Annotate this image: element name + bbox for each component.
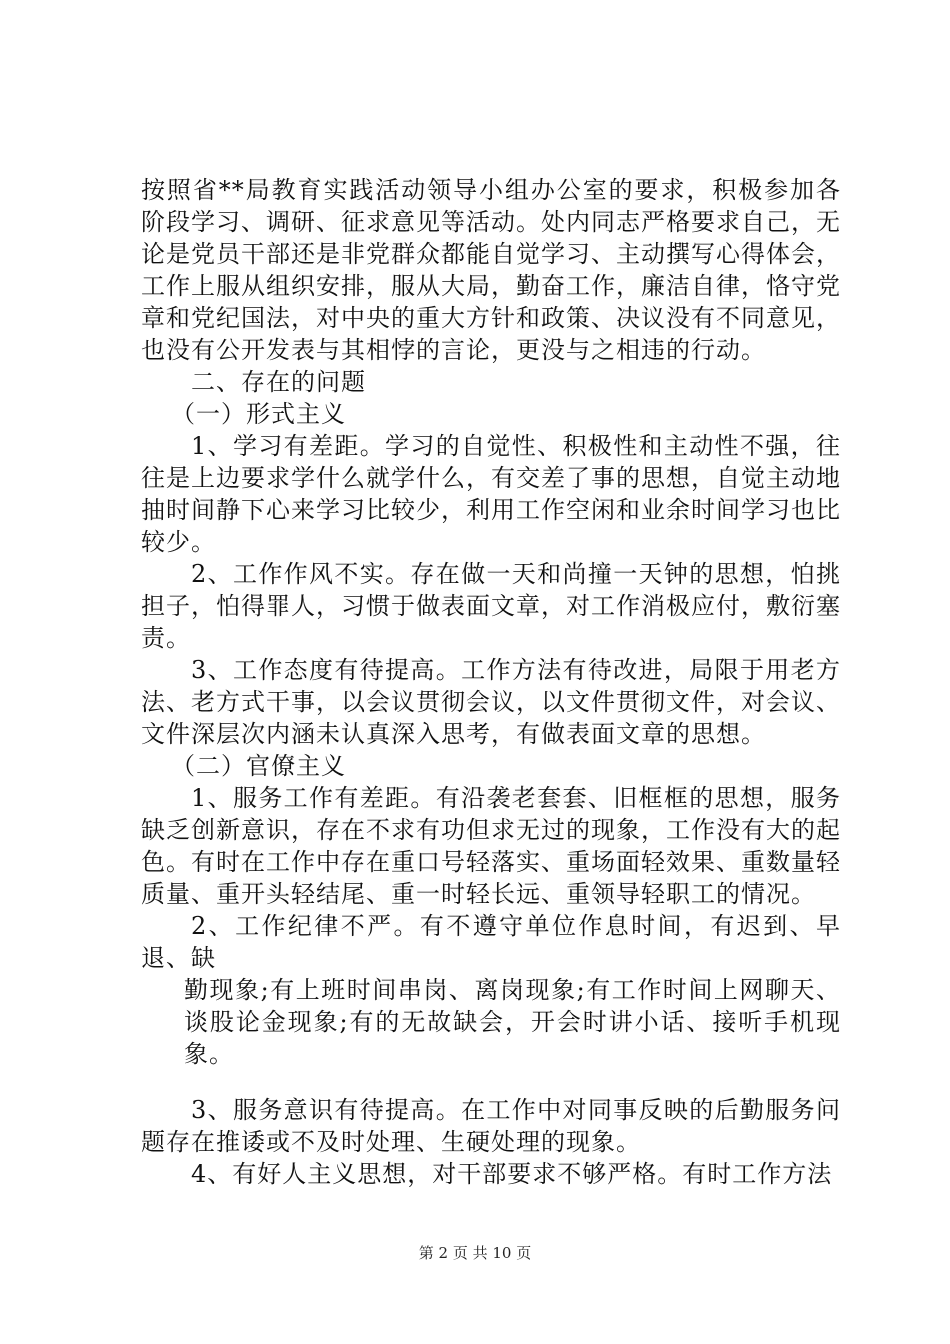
- paragraph-bureaucracy-1: 1、服务工作有差距。有沿袭老套套、旧框框的思想，服务缺乏创新意识，存在不求有功但求无过的现象，工作没有大的起色。有时在工作中存在重口号轻落实、重场面轻效果、重数量轻质量、重开头轻结尾、重一时轻长远、重领导轻职工的情况。: [141, 784, 841, 908]
- subsection-heading-formalism: （一）形式主义: [171, 400, 346, 428]
- paragraph-formalism-3: 3、工作态度有待提高。工作方法有待改进，局限于用老方法、老方式干事，以会议贯彻会议，以文件贯彻文件，对会议、文件深层次内涵未认真深入思考，有做表面文章的思想。: [141, 656, 841, 748]
- paragraph-intro: 按照省**局教育实践活动领导小组办公室的要求，积极参加各阶段学习、调研、征求意见等活动。处内同志严格要求自己，无论是党员干部还是非党群众都能自觉学习、主动撰写心得体会，工作上服从组织安排，服从大局，勤奋工作，廉洁自律，恪守党章和党纪国法，对中央的重大方针和政策、决议没有不同意见，也没有公开发表与其相悖的言论，更没与之相违的行动。: [141, 176, 841, 364]
- paragraph-bureaucracy-2-continued: 勤现象;有上班时间串岗、离岗现象;有工作时间上网聊天、谈股论金现象;有的无故缺会，开会时讲小话、接听手机现象。: [184, 976, 841, 1068]
- paragraph-bureaucracy-4: 4、有好人主义思想，对干部要求不够严格。有时工作方法: [191, 1160, 833, 1188]
- subsection-heading-bureaucracy: （二）官僚主义: [171, 752, 346, 780]
- document-body: [141, 174, 841, 1190]
- paragraph-formalism-1: 1、学习有差距。学习的自觉性、积极性和主动性不强，往往是上边要求学什么就学什么，有交差了事的思想，自觉主动地抽时间静下心来学习比较少，利用工作空闲和业余时间学习也比较少。: [141, 432, 841, 556]
- page-footer: 第 2 页 共 10 页: [418, 1244, 532, 1262]
- paragraph-formalism-2: 2、工作作风不实。存在做一天和尚撞一天钟的思想，怕挑担子，怕得罪人，习惯于做表面文章，对工作消极应付，敷衍塞责。: [141, 560, 841, 652]
- section-heading-problems: 二、存在的问题: [191, 368, 366, 396]
- paragraph-bureaucracy-3: 3、服务意识有待提高。在工作中对同事反映的后勤服务问题存在推诿或不及时处理、生硬处理的现象。: [141, 1096, 841, 1156]
- paragraph-bureaucracy-2: 2、工作纪律不严。有不遵守单位作息时间，有迟到、早退、缺: [141, 912, 841, 972]
